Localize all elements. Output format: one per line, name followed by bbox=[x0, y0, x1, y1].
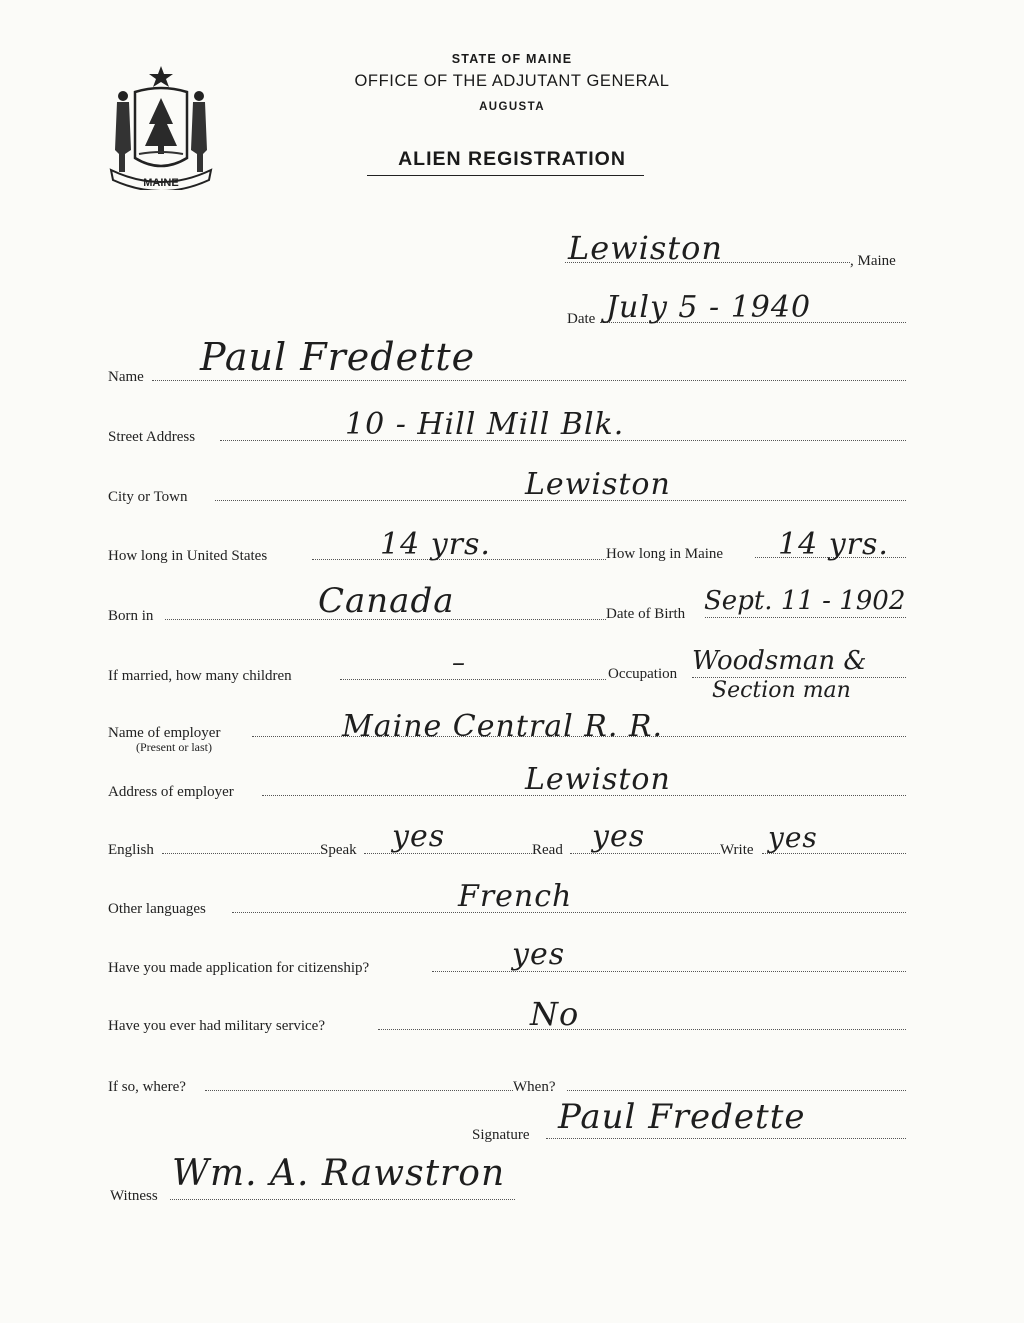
read-entry: yes bbox=[592, 819, 646, 854]
city-entry: Lewiston bbox=[525, 467, 671, 502]
speak-line bbox=[364, 853, 532, 854]
name-label: Name bbox=[108, 369, 144, 385]
children-label: If married, how many children bbox=[108, 668, 292, 684]
header-state: STATE OF MAINE bbox=[451, 52, 573, 66]
when-line bbox=[567, 1090, 906, 1091]
us-years-label: How long in United States bbox=[108, 548, 268, 564]
town-entry: Lewiston bbox=[568, 229, 723, 267]
where-line bbox=[205, 1090, 513, 1091]
employer-label: Name of employer bbox=[108, 725, 221, 741]
street-entry: 10 - Hill Mill Blk. bbox=[345, 407, 625, 442]
military-label: Have you ever had military service? bbox=[108, 1018, 325, 1034]
born-entry: Canada bbox=[318, 581, 455, 621]
english-label: English bbox=[108, 842, 154, 858]
other-languages-label: Other languages bbox=[108, 901, 206, 917]
title-underline bbox=[367, 175, 644, 176]
signature-line bbox=[546, 1138, 906, 1139]
other-languages-entry: French bbox=[458, 879, 573, 914]
occupation-entry-line1: Woodsman & bbox=[692, 646, 867, 676]
military-line bbox=[378, 1029, 906, 1030]
where-label: If so, where? bbox=[108, 1079, 186, 1095]
citizenship-entry: yes bbox=[512, 937, 566, 972]
employer-sublabel: (Present or last) bbox=[136, 740, 212, 754]
date-label: Date bbox=[567, 311, 596, 327]
employer-entry: Maine Central R. R. bbox=[342, 709, 664, 744]
name-line bbox=[152, 380, 906, 381]
employer-address-entry: Lewiston bbox=[525, 762, 671, 797]
witness-line bbox=[170, 1199, 515, 1200]
witness-label: Witness bbox=[110, 1188, 158, 1204]
seal-text: MAINE bbox=[143, 177, 179, 189]
city-label: City or Town bbox=[108, 489, 188, 505]
write-label: Write bbox=[720, 842, 754, 858]
name-entry: Paul Fredette bbox=[200, 335, 476, 379]
witness-entry: Wm. A. Rawstron bbox=[172, 1153, 506, 1194]
english-line bbox=[162, 853, 320, 854]
children-entry: – bbox=[452, 648, 466, 678]
military-entry: No bbox=[530, 995, 580, 1033]
signature-label: Signature bbox=[472, 1127, 530, 1143]
citizenship-label: Have you made application for citizenship? bbox=[108, 960, 370, 976]
when-label: When? bbox=[513, 1079, 556, 1095]
read-label: Read bbox=[532, 842, 563, 858]
street-label: Street Address bbox=[108, 429, 196, 445]
dob-line bbox=[705, 617, 906, 618]
form-title: ALIEN REGISTRATION bbox=[398, 148, 626, 170]
maine-years-entry: 14 yrs. bbox=[778, 527, 889, 562]
children-line bbox=[340, 679, 606, 680]
citizenship-line bbox=[432, 971, 906, 972]
header-city: AUGUSTA bbox=[479, 101, 545, 113]
occupation-entry-line2: Section man bbox=[712, 678, 851, 703]
speak-entry: yes bbox=[392, 819, 446, 854]
town-suffix: , Maine bbox=[850, 253, 896, 269]
header-office: OFFICE OF THE ADJUTANT GENERAL bbox=[354, 72, 670, 90]
date-entry: July 5 - 1940 bbox=[606, 290, 812, 325]
signature-entry: Paul Fredette bbox=[558, 1097, 806, 1137]
employer-address-label: Address of employer bbox=[108, 784, 234, 800]
maine-years-label: How long in Maine bbox=[606, 546, 724, 562]
occupation-label: Occupation bbox=[608, 666, 678, 682]
dob-entry: Sept. 11 - 1902 bbox=[704, 586, 906, 616]
write-entry: yes bbox=[768, 821, 818, 854]
speak-label: Speak bbox=[320, 842, 357, 858]
born-label: Born in bbox=[108, 608, 154, 624]
us-years-entry: 14 yrs. bbox=[380, 527, 491, 562]
dob-label: Date of Birth bbox=[606, 606, 686, 622]
